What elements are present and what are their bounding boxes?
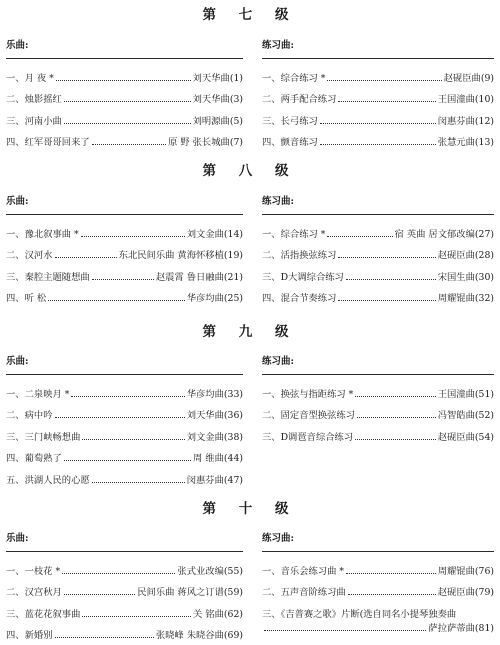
entry-title: 四、新婚别	[6, 630, 53, 641]
etudes-label: 练习曲:	[262, 356, 295, 367]
entry-page: (51)	[474, 388, 494, 400]
dot-leader	[55, 637, 154, 638]
etudes-column	[262, 354, 494, 443]
dot-leader	[357, 417, 436, 418]
entry-author: 刘天华曲	[192, 72, 230, 84]
level-heading: 第 九 级	[202, 324, 298, 340]
entry-page: (27)	[474, 228, 494, 240]
entry-title: 一、综合练习 *	[262, 228, 326, 240]
entry-page: (25)	[223, 293, 243, 304]
entry-author: 华彦均曲	[186, 388, 224, 400]
entry-author: 民间乐曲 蒋风之订谱	[137, 587, 224, 598]
toc-entry	[6, 378, 243, 400]
toc-entry	[262, 218, 494, 240]
dot-leader	[338, 101, 435, 102]
entry-title: 三、D调琶音综合练习	[262, 431, 354, 443]
dot-leader	[338, 300, 435, 301]
level-heading: 第 七 级	[202, 7, 298, 23]
entry-author: 张慧元曲	[437, 137, 475, 148]
toc-entry	[6, 218, 243, 240]
entry-title: 四、葡萄熟了	[6, 453, 62, 464]
dot-leader	[71, 396, 184, 397]
pieces-column	[6, 194, 243, 304]
entry-author: 原 野 张长城曲	[168, 137, 230, 148]
entry-author: 王国潼曲	[437, 94, 475, 105]
toc-entry	[6, 421, 243, 443]
pieces-label: 乐曲:	[6, 356, 29, 367]
dot-leader	[55, 257, 117, 258]
entry-author: 王国潼曲	[437, 388, 475, 400]
dot-leader	[82, 439, 184, 440]
entry-author: 闵惠芬曲	[437, 115, 475, 127]
entry-page: (19)	[223, 250, 243, 261]
entry-title: 三、蓝花花叙事曲	[6, 608, 81, 620]
entry-title: 一、音乐会练习曲 *	[262, 565, 344, 577]
entry-title: 二、五声音阶练习曲	[262, 587, 346, 598]
dot-leader	[55, 417, 185, 418]
entry-page: (28)	[474, 250, 494, 261]
dot-leader	[355, 396, 435, 397]
toc-entry	[6, 105, 243, 127]
entry-page: (33)	[223, 388, 243, 400]
entry-author: 赵砚臣曲	[437, 250, 475, 261]
toc-entry	[6, 620, 243, 642]
entry-page: (30)	[474, 271, 494, 283]
etudes-column	[262, 38, 494, 148]
entry-title: 四、颤音练习	[262, 137, 318, 148]
dot-leader	[327, 80, 441, 81]
entry-title: 四、听 松	[6, 293, 47, 304]
entry-title: 三、长弓练习	[262, 115, 318, 127]
pieces-label: 乐曲:	[6, 40, 29, 51]
entry-page: (52)	[474, 410, 494, 421]
divider	[6, 374, 243, 375]
entry-page: (9)	[480, 72, 494, 84]
toc-entry	[6, 127, 243, 149]
entry-author: 刘文金曲	[186, 228, 224, 240]
pieces-column	[6, 531, 243, 641]
entry-author: 宋国生曲	[437, 271, 475, 283]
entry-title: 二、汉河水	[6, 250, 53, 261]
entry-author: 冯智皓曲	[437, 410, 475, 421]
dot-leader	[346, 573, 436, 574]
entry-author: 华彦均曲	[186, 293, 224, 304]
dot-leader	[64, 123, 191, 124]
toc-entry	[262, 577, 494, 599]
toc-entry	[262, 283, 494, 305]
toc-entry	[262, 105, 494, 127]
toc-entry	[262, 62, 494, 84]
etudes-label: 练习曲:	[262, 40, 295, 51]
dot-leader	[264, 630, 426, 631]
entry-page: (44)	[223, 453, 243, 464]
dot-leader	[346, 279, 436, 280]
entry-author: 刘天华曲	[192, 94, 230, 105]
divider	[262, 58, 494, 59]
dot-leader	[64, 460, 191, 461]
etudes-label: 练习曲:	[262, 196, 295, 207]
entry-author: 周 维曲	[193, 453, 224, 464]
toc-entry	[6, 283, 243, 305]
toc-entry	[6, 464, 243, 486]
etudes-column	[262, 531, 494, 634]
entry-page: (5)	[229, 115, 243, 127]
dot-leader	[81, 236, 185, 237]
dot-leader	[56, 80, 191, 81]
dot-leader	[355, 439, 436, 440]
entry-title: 一、换弦与指距练习 *	[262, 388, 354, 400]
entry-page: (38)	[223, 431, 243, 443]
pieces-column	[6, 38, 243, 148]
entry-page: (21)	[223, 271, 243, 283]
entry-page: (3)	[229, 94, 243, 105]
entry-page: (55)	[223, 565, 243, 577]
divider	[262, 551, 494, 552]
entry-page: (14)	[223, 228, 243, 240]
entry-author: 闵惠芬曲	[186, 474, 224, 486]
entry-page: (76)	[474, 565, 494, 577]
entry-author-page: 萨拉萨蒂曲(81)	[428, 622, 494, 634]
toc-entry	[262, 378, 494, 400]
divider	[262, 374, 494, 375]
toc-entry	[262, 555, 494, 577]
toc-entry-continuation	[262, 620, 494, 634]
entry-page: (47)	[223, 474, 243, 486]
entry-author: 赵砚臣曲	[437, 587, 475, 598]
toc-entry	[262, 400, 494, 422]
entry-page: (69)	[223, 630, 243, 641]
toc-entry	[6, 577, 243, 599]
toc-entry	[262, 84, 494, 106]
toc-entry	[6, 261, 243, 283]
entry-title: 四、红军哥哥回来了	[6, 137, 90, 148]
entry-page: (10)	[474, 94, 494, 105]
toc-entry	[6, 62, 243, 84]
entry-page: (62)	[223, 608, 243, 620]
entry-author: 张式业改编	[177, 565, 224, 577]
entry-title: 二、病中吟	[6, 410, 53, 421]
dot-leader	[92, 279, 154, 280]
entry-author: 宿 英曲 居文郁改编	[394, 228, 475, 240]
entry-title: 一、二泉映月 *	[6, 388, 70, 400]
dot-leader	[348, 594, 436, 595]
entry-author: 张晓峰 朱晓谷曲	[155, 630, 224, 641]
entry-title: 一、豫北叙事曲 *	[6, 228, 79, 240]
dot-leader	[48, 300, 185, 301]
entry-page: (1)	[229, 72, 243, 84]
toc-entry	[6, 443, 243, 465]
dot-leader	[82, 616, 191, 617]
entry-title: 二、两手配合练习	[262, 94, 337, 105]
entry-author: 刘天华曲	[186, 410, 224, 421]
entry-title: 一、综合练习 *	[262, 72, 326, 84]
etudes-column	[262, 194, 494, 304]
etudes-label: 练习曲:	[262, 533, 295, 544]
entry-title: 一、月 夜 *	[6, 72, 54, 84]
entry-page: (12)	[474, 115, 494, 127]
entry-title: 三、D大调综合练习	[262, 271, 344, 283]
dot-leader	[64, 101, 191, 102]
entry-author: 赵砚臣曲	[437, 431, 475, 443]
entry-author: 周耀锟曲	[437, 565, 475, 577]
toc-entry	[262, 421, 494, 443]
toc-entry	[6, 240, 243, 262]
entry-author: 赵砚臣曲	[443, 72, 481, 84]
entry-title: 三、《吉普赛之歌》片断(选自同名小提琴独奏曲	[262, 608, 457, 620]
entry-author: 周耀锟曲	[437, 293, 475, 304]
entry-title: 二、汉宫秋月	[6, 587, 62, 598]
entry-page: (36)	[223, 410, 243, 421]
dot-leader	[64, 594, 135, 595]
level-heading: 第 十 级	[202, 501, 298, 517]
entry-page: (54)	[474, 431, 494, 443]
entry-title: 三、河南小曲	[6, 115, 62, 127]
entry-title: 三、三门峡畅想曲	[6, 431, 81, 443]
toc-entry	[6, 84, 243, 106]
entry-author: 刘明源曲	[192, 115, 230, 127]
divider	[262, 214, 494, 215]
divider	[6, 58, 243, 59]
entry-title: 三、秦腔主题随想曲	[6, 271, 90, 283]
entry-author: 赵震霄 鲁日融曲	[155, 271, 224, 283]
level-heading: 第 八 级	[202, 163, 298, 179]
entry-title: 五、洪湖人民的心愿	[6, 474, 90, 486]
entry-author: 东北民间乐曲 黄海怀移植	[118, 250, 224, 261]
entry-author: 刘文金曲	[186, 431, 224, 443]
toc-entry	[6, 598, 243, 620]
divider	[6, 551, 243, 552]
dot-leader	[92, 144, 166, 145]
dot-leader	[320, 144, 436, 145]
entry-title: 二、活指换弦练习	[262, 250, 337, 261]
entry-page: (59)	[223, 587, 243, 598]
toc-entry	[262, 598, 494, 620]
pieces-column	[6, 354, 243, 486]
entry-title: 二、烛影摇红	[6, 94, 62, 105]
entry-title: 四、混合节奏练习	[262, 293, 337, 304]
toc-entry	[262, 261, 494, 283]
toc-entry	[262, 240, 494, 262]
entry-author: 关 铭曲	[193, 608, 224, 620]
dot-leader	[338, 257, 435, 258]
divider	[6, 214, 243, 215]
dot-leader	[62, 573, 175, 574]
dot-leader	[327, 236, 392, 237]
entry-page: (7)	[229, 137, 243, 148]
pieces-label: 乐曲:	[6, 196, 29, 207]
entry-page: (13)	[474, 137, 494, 148]
entry-title: 二、固定音型换弦练习	[262, 410, 355, 421]
entry-title: 一、一枝花 *	[6, 565, 61, 577]
entry-page: (32)	[474, 293, 494, 304]
toc-entry	[6, 400, 243, 422]
toc-entry	[262, 127, 494, 149]
dot-leader	[92, 482, 185, 483]
dot-leader	[320, 123, 436, 124]
entry-page: (79)	[474, 587, 494, 598]
toc-entry	[6, 555, 243, 577]
pieces-label: 乐曲:	[6, 533, 29, 544]
